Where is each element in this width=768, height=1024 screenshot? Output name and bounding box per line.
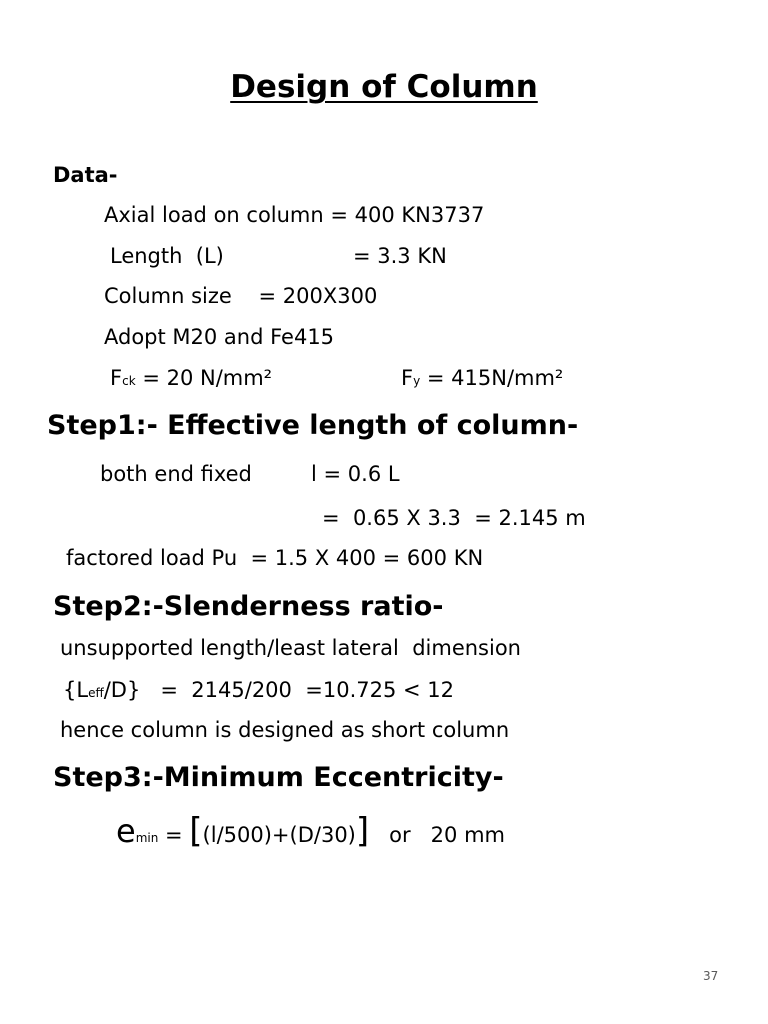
slenderness-rest: /D} = 2145/200 =10.725 < 12 <box>103 678 454 702</box>
step2-definition: unsupported length/least lateral dimension <box>60 636 521 660</box>
bracket-close: ] <box>355 811 370 851</box>
step2-heading: Step2:-Slenderness ratio- <box>53 591 444 622</box>
leff-subscript: eff <box>88 686 104 700</box>
page-number: 37 <box>703 969 719 983</box>
step3-heading: Step3:-Minimum Eccentricity- <box>53 762 504 793</box>
axial-load-line: Axial load on column = 400 KN3737 <box>104 203 485 227</box>
eccentricity-tail: or 20 mm <box>369 823 505 847</box>
fck-line <box>110 368 272 389</box>
e-symbol: e <box>116 812 136 850</box>
step1-formula: l = 0.6 L <box>311 462 400 486</box>
adopt-line: Adopt M20 and Fe415 <box>104 325 335 349</box>
step2-conclusion: hence column is designed as short column <box>60 718 510 742</box>
length-label: Length (L) <box>110 244 224 268</box>
column-size-line: Column size = 200X300 <box>104 284 378 308</box>
fck-symbol: F <box>110 366 123 390</box>
eccentricity-line <box>116 811 505 851</box>
fck-value: = 20 N/mm² <box>135 366 273 390</box>
length-value: = 3.3 KN <box>353 244 447 268</box>
factored-load-line: factored load Pu = 1.5 X 400 = 600 KN <box>66 546 484 570</box>
step1-condition: both end fixed <box>100 462 252 486</box>
e-subscript: min <box>135 831 159 845</box>
step1-heading: Step1:- Effective length of column- <box>47 410 579 441</box>
slenderness-line <box>63 680 454 701</box>
page-title: Design of Column <box>230 69 538 105</box>
data-heading: Data- <box>53 163 118 187</box>
e-equals: = <box>158 823 190 847</box>
fy-subscript: y <box>413 374 421 388</box>
fy-value: = 415N/mm² <box>420 366 564 390</box>
eccentricity-formula: (l/500)+(D/30) <box>202 823 356 847</box>
leff-open: {L <box>63 678 89 702</box>
fy-line <box>401 368 563 389</box>
bracket-open: [ <box>189 811 203 851</box>
step1-calculation: = 0.65 X 3.3 = 2.145 m <box>322 506 586 530</box>
fy-symbol: F <box>401 366 414 390</box>
fck-subscript: ck <box>122 374 136 388</box>
